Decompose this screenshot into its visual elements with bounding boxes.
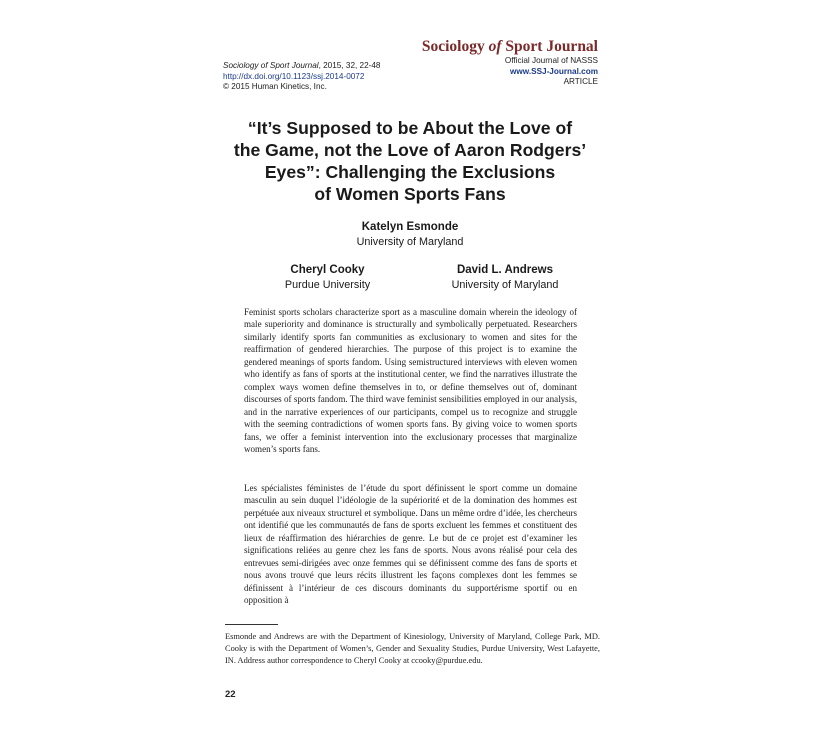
article-title — [200, 117, 620, 205]
official-journal: Official Journal of NASSS — [504, 56, 598, 65]
author-footnote: Esmonde and Andrews are with the Department of Kinesiology, University of Maryland, College Park, MD. Cooky is with the Department of Women’s, Gender and Sexuality Studies, Purdue University, West Lafayette, IN. Address author correspondence to Cheryl Cooky at ccooky@purdue.edu. — [225, 632, 600, 666]
article-type: ARTICLE — [563, 77, 598, 87]
author-affiliation: University of Maryland — [356, 236, 464, 248]
copyright: © 2015 Human Kinetics, Inc. — [223, 82, 327, 92]
doi-link[interactable]: http://dx.doi.org/10.1123/ssj.2014-0072 — [223, 71, 365, 81]
footnote-divider — [225, 624, 278, 625]
author-name: David L. Andrews — [456, 264, 554, 276]
title-line: Eyes”: Challenging the Exclusions — [264, 162, 556, 182]
page-number: 22 — [225, 689, 236, 700]
title-line: of Women Sports Fans — [314, 184, 506, 204]
author-andrews — [405, 262, 605, 293]
title-line: “It’s Supposed to be About the Love of — [247, 118, 573, 138]
journal-name: Sociology of Sport Journal — [223, 61, 319, 70]
author-affiliation: Purdue University — [284, 279, 371, 291]
author-esmonde — [310, 219, 510, 250]
citation-block — [223, 61, 381, 93]
journal-website-link[interactable]: www.SSJ-Journal.com — [510, 66, 598, 76]
title-line: the Game, not the Love of Aaron Rodgers’ — [233, 140, 587, 160]
journal-logo: Sociology of Sport Journal — [421, 38, 598, 55]
abstract-french: Les spécialistes féministes de l’étude du sport définissent le sport comme un domaine masculin au sein duquel l’idéologie de la supériorité et de la domination des hommes est perpétuée aux niveaux structurel et symbolique. Dans un même ordre d’idée, les chercheurs ont identifié que les communautés de fans de sports excluent les femmes et constituent des lieux de réaffirmation des hiérarchies de genre. Le but de ce projet est d’examiner les significations reliées au genre chez les fans de sports. Nous avons réalisé pour cela des entrevues semi-dirigées avec onze femmes qui se définissent comme des fans de sports et nous avons trouvé que leurs récits illustrent les façons complexes dont les femmes se définissent à l’intérieur de ces discours dominants du supportérisme sportif ou en opposition à — [244, 483, 577, 606]
author-affiliation: University of Maryland — [451, 279, 559, 291]
abstract-english: Feminist sports scholars characterize sport as a masculine domain wherein the ideology of male superiority and dominance is structurally and symbolically perpetuated. Researchers similarly identify sports fan communities as exclusionary to women and sites for the reaffirmation of gendered hierarchies. The purpose of this project is to examine the gendered meanings of sports fandom. Using semistructured interviews with eleven women who identify as fans of sports at the institutional center, we find the narratives illustrate the complex ways women define themselves in to, or define themselves out of, dominant discourses of sports fandom. The third wave feminist sensibilities employed in our analysis, and in the narrative experiences of our participants, compel us to recognize and struggle with the seeming contradictions of women sports fans. By giving voice to women sports fans, we offer a feminist intervention into the exclusionary processes that marginalize women’s sports fans. — [244, 307, 577, 454]
journal-citation: , 2015, 32, 22-48 — [318, 61, 381, 70]
author-cooky — [240, 262, 415, 293]
author-name: Cheryl Cooky — [290, 264, 365, 276]
journal-brand-block — [422, 38, 598, 88]
author-name: Katelyn Esmonde — [361, 221, 459, 233]
